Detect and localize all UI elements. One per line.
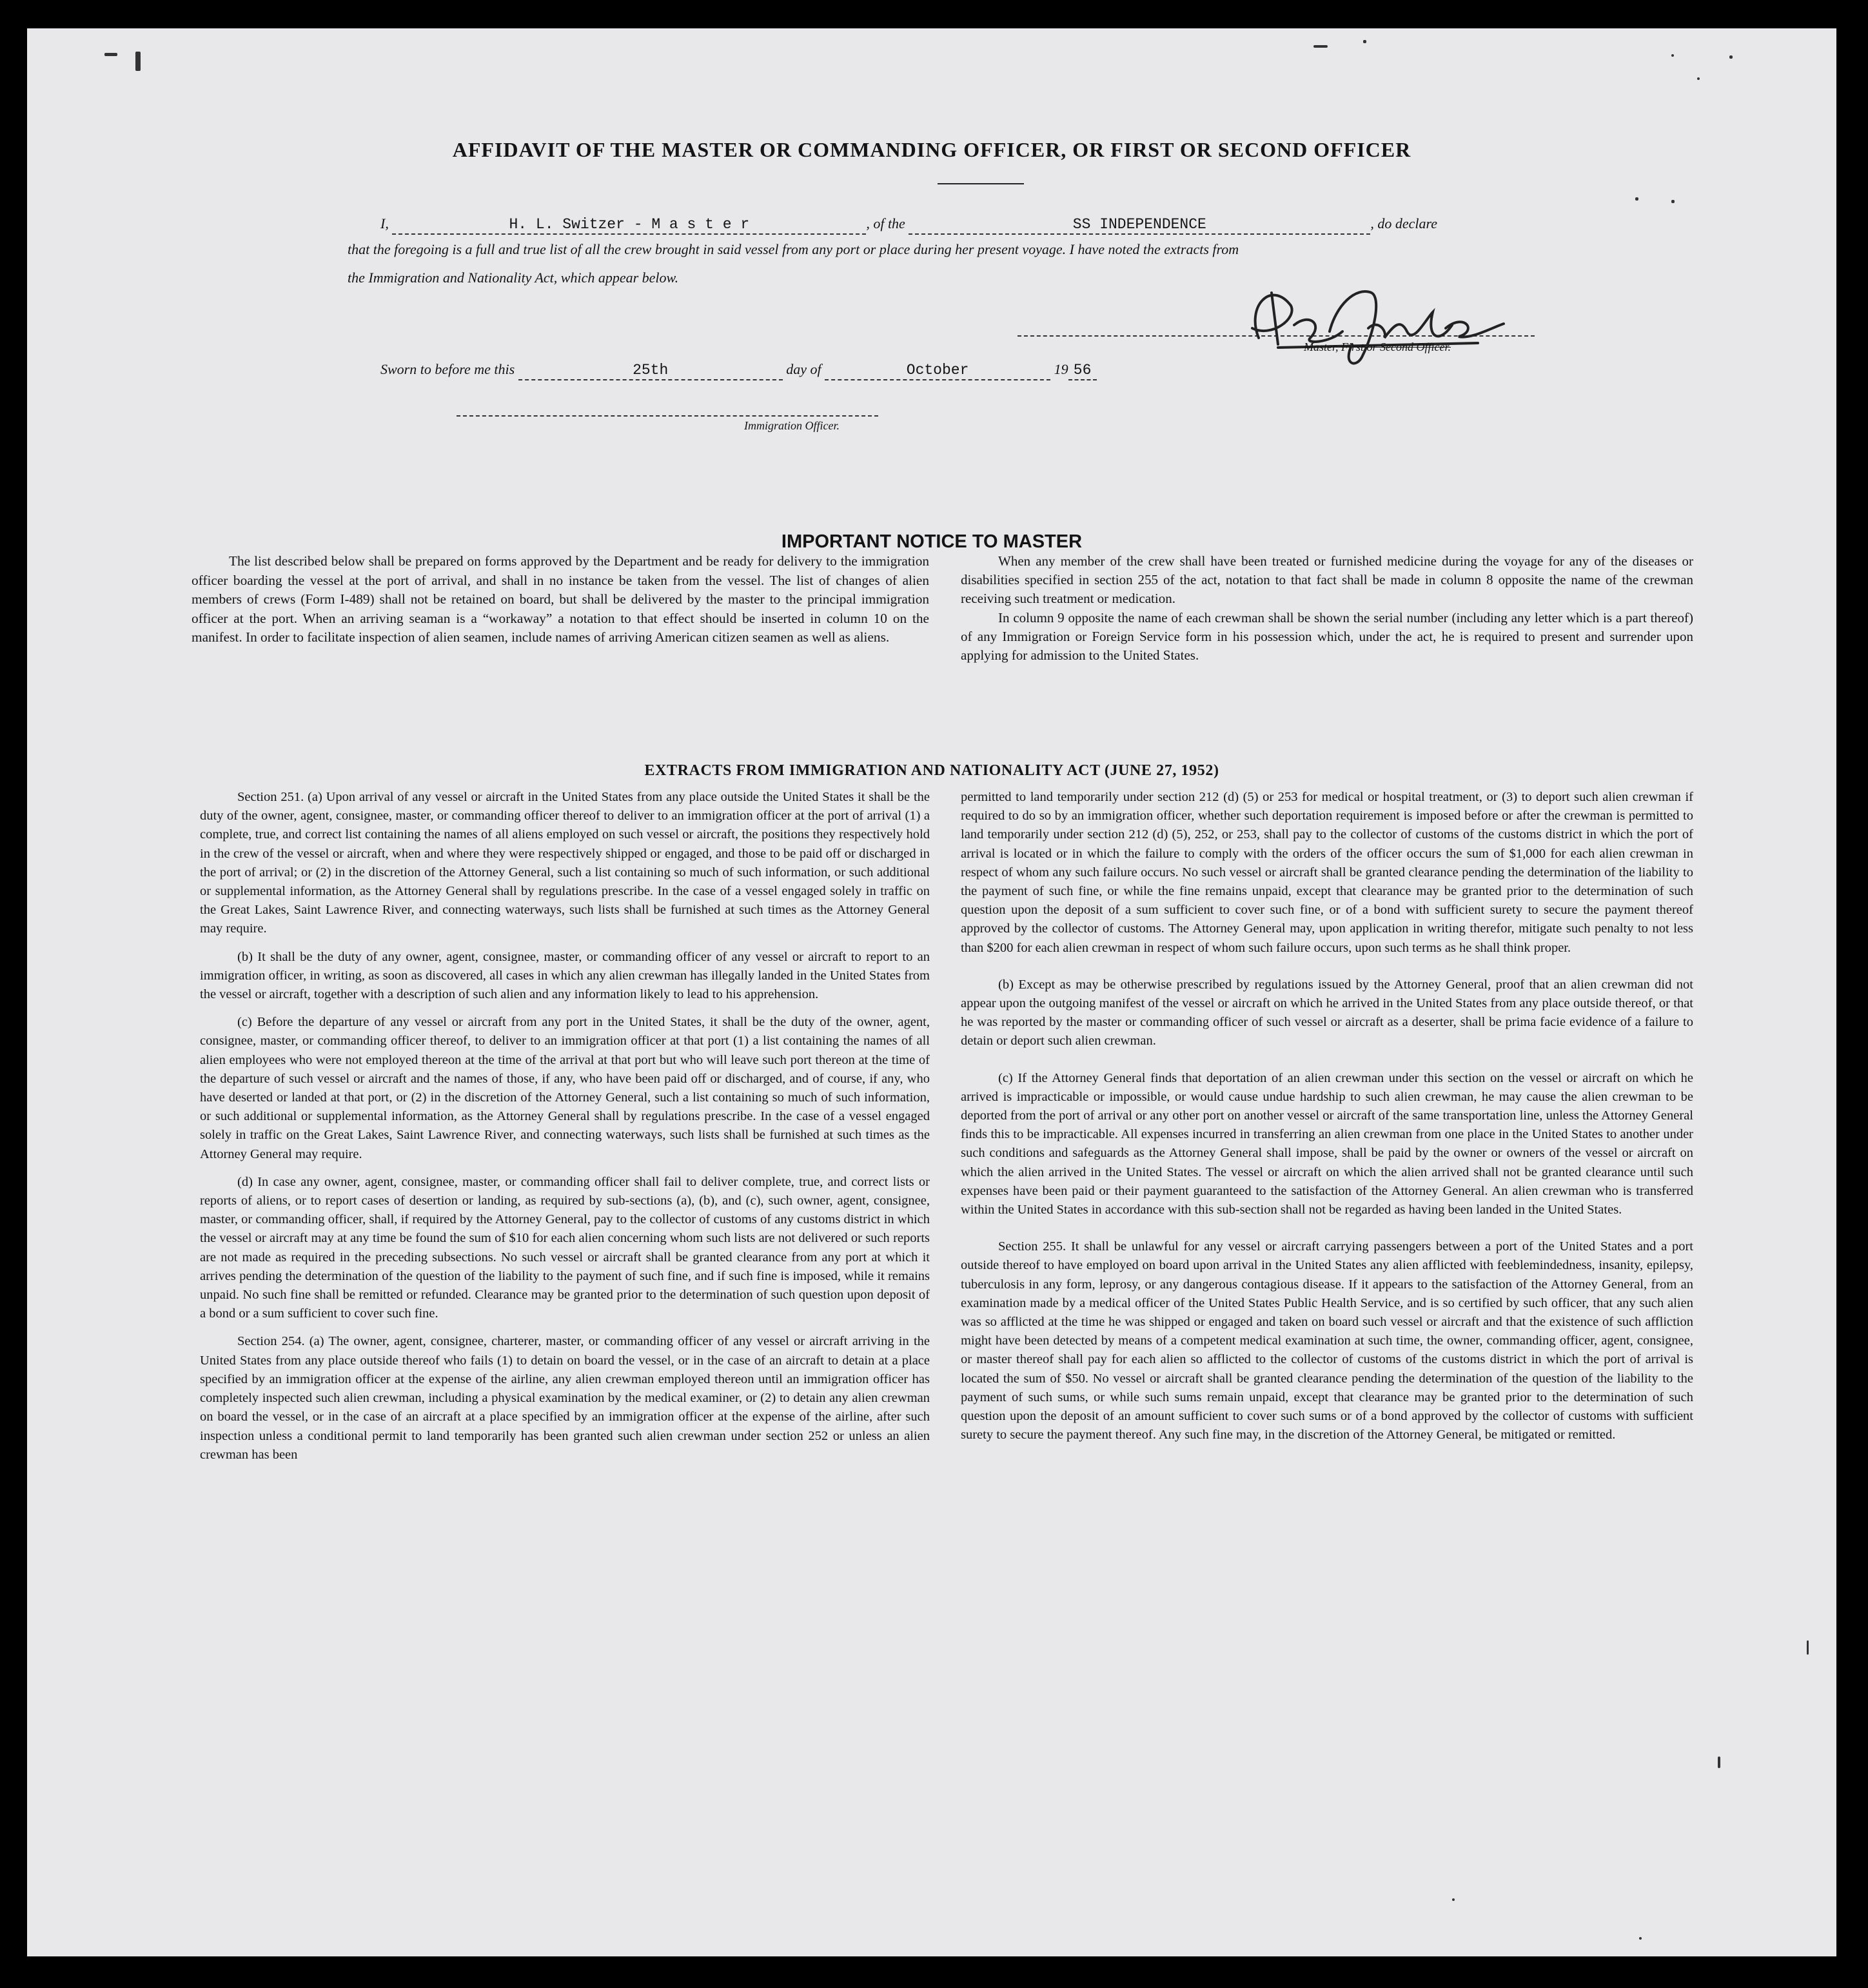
- extracts-right-column: [961, 788, 1693, 1454]
- declaration-text-1: that the foregoing is a full and true list of all the crew brought in said vessel from any port or place during her present voyage. I have noted the extracts from: [348, 241, 1239, 257]
- immigration-officer-line: [457, 415, 878, 417]
- sworn-prefix: Sworn to before me this: [380, 361, 515, 377]
- section-255: Section 255. It shall be unlawful for any vessel or aircraft carrying passengers between a port of the United States and a port outside thereof to have employed on board upon arrival in the United States any alien afflicted with feeblemindedness, insanity, epilepsy, tuberculosis in any form, leprosy, or any dangerous contagious disease. If it appears to the satisfaction of the Attorney General, from an examination made by a medical officer of the United States Public Health Service, and is so certified by such officer, that any such alien was so afflicted at the time he was shipped or engaged and taken on board such vessel or aircraft and that the existence of such affliction might have been detected by means of a competent medical examination at such time, the owner, commanding officer, agent, consignee, or master thereof shall pay for each alien so afflicted to the collector of customs of the customs district in which the port of arrival is located the sum of $50. No vessel or aircraft shall be granted clearance pending the determination of the question of the liability to the payment of such sums, or while such sums remain unpaid, except that clearance may be granted prior to the determination of such question upon the deposit of an amount sufficient to cover such sums or of a bond approved by the collector of customs with sufficient surety to secure the payment thereof. Any such fine may, in the discretion of the Attorney General, be mitigated or remitted.: [961, 1239, 1693, 1442]
- section-251a: Section 251. (a) Upon arrival of any vessel or aircraft in the United States from any place outside the United States it shall be the duty of the owner, agent, consignee, master, or commanding officer thereof to deliver to an immigration officer at the port of arrival (1) a complete, true, and correct list containing the names of all aliens employed on such vessel or aircraft, the positions they respectively hold in the crew of the vessel or aircraft, when and where they were respectively shipped or engaged, and those to be paid off or discharged in the port of arrival; or (2) in the discretion of the Attorney General, such a list containing so much of such information, or such additional or supplemental information, as the Attorney General shall by regulations prescribe. In the case of a vessel engaged solely in traffic on the Great Lakes, Saint Lawrence River, and connecting waterways, such lists shall be furnished at such times as the Attorney General may require.: [200, 790, 930, 936]
- vessel-name-field: SS INDEPENDENCE: [909, 216, 1370, 235]
- notice-right-paragraph-1: When any member of the crew shall have been treated or furnished medicine during the voyage for any of the diseases or disabilities specified in section 255 of the act, notation to that fact shall be made in column 8 opposite the name of the crewman receiving such treatment or medication.: [961, 553, 1693, 607]
- immigration-officer-caption: Immigration Officer.: [744, 419, 840, 432]
- sworn-line: [380, 361, 1097, 380]
- sworn-year-field: 56: [1068, 362, 1097, 380]
- notice-right-paragraph-2: In column 9 opposite the name of each crewman shall be shown the serial number (including any letter which is a part thereof) of any Immigration or Foreign Service form in his possession which, under the act, he is required to present and surrender upon applying for admission to the United States.: [961, 609, 1693, 664]
- day-of-text: day of: [786, 361, 821, 377]
- section-254c: (c) If the Attorney General finds that deportation of an alien crewman under this section on the vessel or aircraft on which he arrived is impracticable or impossible, or would cause undue hardship to such alien crewman, he may cause the alien crewman to be deported from the port of arrival or any other port on another vessel or aircraft of the same transportation line, unless the Attorney General finds this to be impracticable. All expenses incurred in transferring an alien crewman from one place in the United States to another under such conditions and safeguards as the Attorney General shall impose, shall be paid by the owner or owners of the vessel or aircraft on which the alien arrived in the United States. The vessel or aircraft on which the alien arrived shall not be granted clearance until such expenses have been paid or their payment guaranteed to the satisfaction of the Attorney General. An alien crewman who is transferred within the United States in accordance with this sub-section shall not be regarded as having been landed in the United States.: [961, 1070, 1693, 1217]
- title-divider: [938, 183, 1024, 184]
- section-251c: (c) Before the departure of any vessel or aircraft from any port in the United States, it shall be the duty of the owner, agent, consignee, master, or commanding officer thereof, to deliver to an immigration officer at that port (1) a list containing the names of all alien employees who were not employed thereon at the time of the arrival at that port but who will leave such port thereon at the time of the departure of such vessel or aircraft and the names of those, if any, who have been paid off or discharged, and of course, if any, who have deserted or landed at that port, or (2) in the discretion of the Attorney General, such a list containing so much of such information, or such additional or supplemental information, as the Attorney General shall by regulations prescribe. In the case of a vessel engaged solely in traffic on the Great Lakes, Saint Lawrence River, and connecting waterways, such lists shall be furnished at such times as the Attorney General may require.: [200, 1015, 930, 1161]
- notice-left-column: [192, 552, 929, 647]
- section-254a-continued: permitted to land temporarily under section 212 (d) (5) or 253 for medical or hospital treatment, or (3) to deport such alien crewman if required to do so by an immigration officer, whether such deportation requirement is imposed before or after the crewman is permitted to land temporarily under section 212 (d) (5), 252, or 253, shall pay to the collector of customs of the customs district in which the port of arrival is located or in which the failure to comply with the orders of the officer occurs the sum of $1,000 for each alien crewman in respect of whom any such failure occurs. No such vessel or aircraft shall be granted clearance pending the determination of the liability to the payment of such fine, or while the fine remains unpaid, except that clearance may be granted prior to the determination of such question upon the deposit of a sum sufficient to cover such fine, or of a bond with sufficient surety to secure the payment thereof approved by the collector of customs. The Attorney General may, upon application in writing therefor, mitigate such penalty to not less than $200 for each alien crewman in respect of whom such failure occurs, upon such terms as he shall think proper.: [961, 790, 1693, 955]
- extracts-title: EXTRACTS FROM IMMIGRATION AND NATIONALITY ACT (JUNE 27, 1952): [644, 762, 1219, 779]
- sworn-day-field: 25th: [518, 362, 783, 380]
- master-caption: Master,: [1304, 340, 1339, 353]
- notice-right-column: [961, 552, 1693, 674]
- signer-caption: [1304, 340, 1451, 354]
- notice-title: IMPORTANT NOTICE TO MASTER: [781, 531, 1083, 552]
- notice-left-paragraph: The list described below shall be prepared on forms approved by the Department and be ready for delivery to the immigration officer boarding the vessel at the port of arrival, and shall in no instance be taken from the vessel. The list of changes of alien members of crews (Form I-489) shall not be retained on board, but shall be delivered by the master to the principal immigration officer at the port. When an arriving seaman is a “workaway” a notation to that effect should be inserted in column 10 on the manifest. In order to facilitate inspection of alien seamen, include names of arriving American citizen seamen as well as aliens.: [192, 553, 929, 645]
- sworn-month-field: October: [825, 362, 1050, 380]
- of-the-text: , of the: [866, 215, 905, 231]
- declaration-line: [380, 215, 1437, 235]
- do-declare-text: , do declare: [1370, 215, 1437, 231]
- year-prefix: 19: [1054, 361, 1068, 377]
- declarant-prefix: I,: [380, 215, 389, 231]
- affidavit-title: AFFIDAVIT OF THE MASTER OR COMMANDING OFFICER, OR FIRST OR SECOND OFFICER: [452, 138, 1411, 161]
- section-254b: (b) Except as may be otherwise prescribed by regulations issued by the Attorney General, proof that an alien crewman did not appear upon the outgoing manifest of the vessel or aircraft on which he arrived in the United States from any place outside thereof, or that he was reported by the master or commanding officer of such vessel or aircraft as a deserter, shall be prima facie evidence of a failure to detain or deport such alien crewman.: [961, 977, 1693, 1048]
- declaration-text-2: the Immigration and Nationality Act, which appear below.: [348, 270, 679, 286]
- document-page: [27, 28, 1836, 1956]
- struck-officer-caption: First or Second Officer.: [1341, 340, 1451, 353]
- master-signature: [1233, 267, 1542, 370]
- section-254a: Section 254. (a) The owner, agent, consignee, charterer, master, or commanding officer of any vessel or aircraft arriving in the United States from any place outside thereof who fails (1) to detain on board the vessel, or in the case of an aircraft to detain at a place specified by an immigration officer at the expense of the airline, any alien crewman employed thereon until an immigration officer has completely inspected such alien crewman, including a physical examination by the medical examiner, or (2) to detain any alien crewman on board the vessel, or in the case of an aircraft at a place specified by an immigration officer at the expense of the airline, after such inspection unless a conditional permit to land temporarily has been granted such alien crewman under section 252 or unless an alien crewman has been: [200, 1334, 930, 1462]
- declarant-name-field: H. L. Switzer - M a s t e r: [392, 216, 866, 235]
- extracts-left-column: [200, 788, 930, 1473]
- section-251d: (d) In case any owner, agent, consignee, master, or commanding officer shall fail to deliver complete, true, and correct lists or reports of aliens, or to report cases of desertion or landing, as required by sub-sections (a), (b), and (c), such owner, agent, consignee, master, or commanding officer, shall, if required by the Attorney General, pay to the collector of customs of any customs district in which the vessel or aircraft may at any time be found the sum of $10 for each alien concerning whom such lists are not delivered or such reports are not made as required in the preceding subsections. No such vessel or aircraft shall be granted clearance from any port at which it arrives pending the determination of the question of the liability to the payment of such fine, and if such fine is imposed, while it remains unpaid. No such fine shall be remitted or refunded. Clearance may be granted prior to the determination of such question upon deposit of a bond or a sum sufficient to cover such fine.: [200, 1174, 930, 1321]
- section-251b: (b) It shall be the duty of any owner, agent, consignee, master, or commanding officer of any vessel or aircraft to report to an immigration officer, in writing, as soon as discovered, all cases in which any alien crewman has illegally landed in the United States from the vessel or aircraft, together with a description of such alien and any information likely to lead to his apprehension.: [200, 949, 930, 1002]
